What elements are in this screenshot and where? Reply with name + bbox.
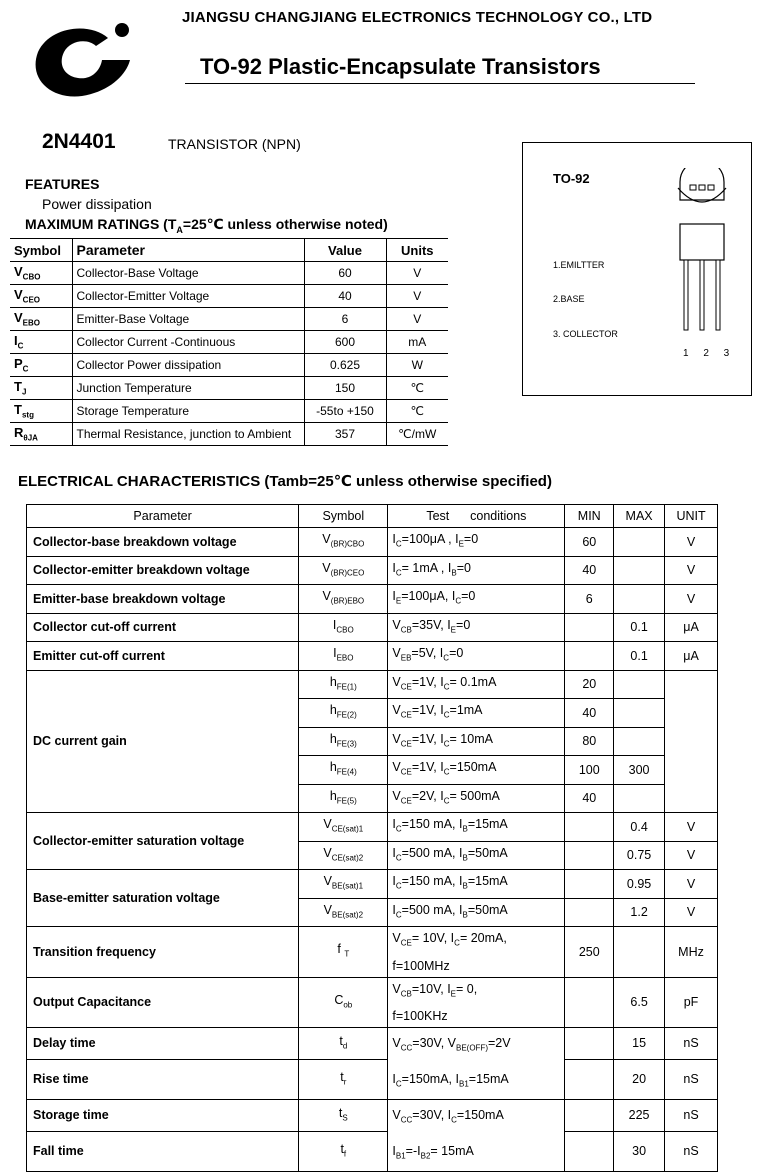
condition-cell: $I_C=150$ mA, $I_B=15mA$	[388, 870, 565, 899]
parameter-cell: Storage Temperature	[72, 400, 304, 423]
condition-cell: $V_{CE}=1V$, $I_C= 0.1mA$	[388, 670, 565, 699]
unit-cell: V	[386, 285, 448, 308]
min-cell	[565, 898, 614, 927]
value-cell: 0.625	[304, 354, 386, 377]
max-cell: 300	[614, 756, 665, 785]
max-cell: 6.5	[614, 977, 665, 1028]
condition-cell: $V_{CE}= 10V$, $I_C= 20mA$, f=100MHz	[388, 927, 565, 978]
table-row	[27, 977, 718, 1028]
parameter-cell: Emitter cut-off current	[27, 642, 299, 671]
min-cell	[565, 813, 614, 842]
max-cell	[614, 528, 665, 557]
parameter-cell: Collector Power dissipation	[72, 354, 304, 377]
unit-cell: V	[665, 898, 718, 927]
condition-cell: $V_{CC}=30V$, $I_C=150mA$ $I_{B1}=-I_{B2}= 15mA$	[388, 1100, 565, 1172]
max-cell: 1.2	[614, 898, 665, 927]
column-header: Units	[386, 239, 448, 262]
parameter-cell: Fall time	[27, 1131, 299, 1171]
parameter-cell: Collector-base breakdown voltage	[27, 528, 299, 557]
parameter-cell: Collector Current -Continuous	[72, 331, 304, 354]
symbol-cell: $T_{stg}$	[10, 400, 72, 423]
max-cell: 15	[614, 1028, 665, 1060]
max-cell	[614, 699, 665, 728]
parameter-cell: Collector-Emitter Voltage	[72, 285, 304, 308]
parameter-cell: Collector-emitter breakdown voltage	[27, 556, 299, 585]
max-ratings-heading: MAXIMUM RATINGS ($T_A=25℃$ unless otherwise noted)	[25, 216, 388, 235]
unit-cell: V	[665, 528, 718, 557]
unit-cell: nS	[665, 1100, 718, 1132]
table-row	[10, 423, 448, 446]
min-cell: 80	[565, 727, 614, 756]
max-cell: 0.4	[614, 813, 665, 842]
symbol-cell: $V_{CBO}$	[10, 262, 72, 285]
column-header: Value	[304, 239, 386, 262]
table-row	[27, 528, 718, 557]
symbol-cell: $h_{FE(3)}$	[299, 727, 388, 756]
min-cell	[565, 1131, 614, 1171]
min-cell: 40	[565, 699, 614, 728]
table-row	[27, 1131, 718, 1171]
company-name: JIANGSU CHANGJIANG ELECTRONICS TECHNOLOGY CO., LTD	[182, 9, 653, 26]
parameter-cell: Rise time	[27, 1059, 299, 1099]
parameter-cell: Transition frequency	[27, 927, 299, 978]
max-cell: 30	[614, 1131, 665, 1171]
min-cell	[565, 1100, 614, 1132]
symbol-cell: f $_T$	[299, 927, 388, 978]
unit-cell: nS	[665, 1131, 718, 1171]
max-cell: 0.75	[614, 841, 665, 870]
symbol-cell: $t_S$	[299, 1100, 388, 1132]
min-cell: 40	[565, 556, 614, 585]
table-row	[10, 377, 448, 400]
symbol-cell: $V_{EBO}$	[10, 308, 72, 331]
symbol-cell: $t_r$	[299, 1059, 388, 1099]
unit-cell: ℃	[386, 377, 448, 400]
table-row	[10, 331, 448, 354]
symbol-cell: $V_{CE(sat)2}$	[299, 841, 388, 870]
table-row	[27, 585, 718, 614]
feature-item: Power dissipation	[42, 196, 152, 212]
min-cell: 250	[565, 927, 614, 978]
subtitle-underline	[185, 83, 695, 84]
unit-cell: ℃/mW	[386, 423, 448, 446]
min-cell: 20	[565, 670, 614, 699]
symbol-cell: $h_{FE(5)}$	[299, 784, 388, 813]
unit-cell: V	[386, 308, 448, 331]
unit-cell: V	[665, 556, 718, 585]
symbol-cell: $V_{(BR)EBO}$	[299, 585, 388, 614]
table-header-row	[27, 505, 718, 528]
condition-cell: $I_E=100\mu A$, $I_C=0$	[388, 585, 565, 614]
symbol-cell: $V_{CE(sat)1}$	[299, 813, 388, 842]
unit-cell: V	[665, 813, 718, 842]
parameter-cell: Base-emitter saturation voltage	[27, 870, 299, 927]
table-row	[27, 870, 718, 899]
unit-cell: μA	[665, 613, 718, 642]
condition-cell: $I_C=500$ mA, $I_B=50mA$	[388, 898, 565, 927]
min-cell	[565, 642, 614, 671]
symbol-cell: $V_{CEO}$	[10, 285, 72, 308]
symbol-cell: $C_{ob}$	[299, 977, 388, 1028]
table-row	[27, 1100, 718, 1132]
table-row	[27, 613, 718, 642]
max-cell	[614, 784, 665, 813]
min-cell: 6	[565, 585, 614, 614]
min-cell	[565, 977, 614, 1028]
condition-cell: $I_C=150$ mA, $I_B=15mA$	[388, 813, 565, 842]
unit-cell: V	[665, 585, 718, 614]
condition-cell: $V_{CE}=1V$, $I_C=1mA$	[388, 699, 565, 728]
part-number: 2N4401	[42, 130, 116, 153]
max-cell: 20	[614, 1059, 665, 1099]
max-cell: 225	[614, 1100, 665, 1132]
condition-cell: $V_{CB}=10V$, $I_E= 0$, f=100KHz	[388, 977, 565, 1028]
unit-cell: V	[386, 262, 448, 285]
table-row	[10, 308, 448, 331]
part-type: TRANSISTOR (NPN)	[168, 136, 301, 152]
min-cell: 40	[565, 784, 614, 813]
table-row	[27, 556, 718, 585]
symbol-cell: $t_f$	[299, 1131, 388, 1171]
min-cell	[565, 841, 614, 870]
column-header: Parameter	[72, 239, 304, 262]
table-row	[10, 400, 448, 423]
document-subtitle: TO-92 Plastic-Encapsulate Transistors	[200, 54, 601, 79]
unit-cell: ℃	[386, 400, 448, 423]
table-row	[27, 670, 718, 699]
unit-cell: nS	[665, 1028, 718, 1060]
parameter-cell: Junction Temperature	[72, 377, 304, 400]
condition-cell: $V_{CB}=35V$, $I_E=0$	[388, 613, 565, 642]
table-row	[10, 354, 448, 377]
parameter-cell: Emitter-base breakdown voltage	[27, 585, 299, 614]
column-header: Symbol	[299, 505, 388, 528]
max-ratings-table	[10, 238, 448, 446]
table-row	[27, 813, 718, 842]
symbol-cell: $V_{(BR)CEO}$	[299, 556, 388, 585]
electrical-characteristics-heading: ELECTRICAL CHARACTERISTICS (Tamb=25℃ unless otherwise specified)	[18, 473, 552, 490]
min-cell: 100	[565, 756, 614, 785]
parameter-cell: Collector cut-off current	[27, 613, 299, 642]
unit-cell: V	[665, 870, 718, 899]
table-row	[10, 285, 448, 308]
table-row	[27, 642, 718, 671]
package-title: TO-92	[553, 171, 590, 186]
column-header: Test conditions	[388, 505, 565, 528]
unit-cell	[665, 670, 718, 813]
unit-cell: MHz	[665, 927, 718, 978]
table-row	[27, 927, 718, 978]
condition-cell: $V_{EB}=5V$, $I_C=0$	[388, 642, 565, 671]
parameter-cell: Storage time	[27, 1100, 299, 1132]
parameter-cell: Delay time	[27, 1028, 299, 1060]
max-cell: 0.1	[614, 613, 665, 642]
symbol-cell: $I_C$	[10, 331, 72, 354]
symbol-cell: $h_{FE(1)}$	[299, 670, 388, 699]
symbol-cell: $P_C$	[10, 354, 72, 377]
min-cell	[565, 613, 614, 642]
column-header: Symbol	[10, 239, 72, 262]
parameter-cell: DC current gain	[27, 670, 299, 813]
max-cell: 0.1	[614, 642, 665, 671]
column-header: MIN	[565, 505, 614, 528]
pin-label-1: 1.EMILTTER	[553, 260, 605, 270]
company-logo	[30, 20, 140, 100]
condition-cell: $V_{CC}=30V$, $V_{BE(OFF)}=2V$ $I_C=150mA$, $I_{B1}=15mA$	[388, 1028, 565, 1100]
table-row	[27, 1059, 718, 1099]
min-cell	[565, 870, 614, 899]
parameter-cell: Collector-Base Voltage	[72, 262, 304, 285]
value-cell: -55to +150	[304, 400, 386, 423]
condition-cell: $V_{CE}=1V$, $I_C=150mA$	[388, 756, 565, 785]
symbol-cell: $V_{BE(sat)2}$	[299, 898, 388, 927]
symbol-cell: $h_{FE(4)}$	[299, 756, 388, 785]
max-cell	[614, 670, 665, 699]
to92-package-drawing	[670, 168, 734, 336]
unit-cell: V	[665, 841, 718, 870]
value-cell: 357	[304, 423, 386, 446]
column-header: MAX	[614, 505, 665, 528]
condition-cell: $V_{CE}=1V$, $I_C= 10mA$	[388, 727, 565, 756]
condition-cell: $I_C= 1mA$ , $I_B=0$	[388, 556, 565, 585]
max-cell: 0.95	[614, 870, 665, 899]
symbol-cell: $t_d$	[299, 1028, 388, 1060]
electrical-characteristics-table	[26, 504, 718, 1172]
unit-cell: W	[386, 354, 448, 377]
min-cell	[565, 1028, 614, 1060]
table-header-row	[10, 239, 448, 262]
unit-cell: mA	[386, 331, 448, 354]
column-header: Parameter	[27, 505, 299, 528]
unit-cell: μA	[665, 642, 718, 671]
max-cell	[614, 556, 665, 585]
column-header: UNIT	[665, 505, 718, 528]
symbol-cell: $T_J$	[10, 377, 72, 400]
symbol-cell: $I_{CBO}$	[299, 613, 388, 642]
pin-label-3: 3. COLLECTOR	[553, 329, 618, 339]
parameter-cell: Emitter-Base Voltage	[72, 308, 304, 331]
value-cell: 60	[304, 262, 386, 285]
parameter-cell: Output Capacitance	[27, 977, 299, 1028]
value-cell: 600	[304, 331, 386, 354]
min-cell	[565, 1059, 614, 1099]
symbol-cell: $V_{BE(sat)1}$	[299, 870, 388, 899]
value-cell: 40	[304, 285, 386, 308]
pin-label-2: 2.BASE	[553, 294, 585, 304]
pin-numbers: 1 2 3	[683, 348, 736, 359]
value-cell: 150	[304, 377, 386, 400]
symbol-cell: $R_{\theta JA}$	[10, 423, 72, 446]
table-row	[27, 1028, 718, 1060]
max-cell	[614, 727, 665, 756]
unit-cell: pF	[665, 977, 718, 1028]
max-cell	[614, 927, 665, 978]
condition-cell: $V_{CE}=2V$, $I_C= 500mA$	[388, 784, 565, 813]
condition-cell: $I_C=100\mu A$ , $I_E=0$	[388, 528, 565, 557]
features-heading: FEATURES	[25, 176, 100, 192]
value-cell: 6	[304, 308, 386, 331]
symbol-cell: $h_{FE(2)}$	[299, 699, 388, 728]
min-cell: 60	[565, 528, 614, 557]
symbol-cell: $I_{EBO}$	[299, 642, 388, 671]
parameter-cell: Thermal Resistance, junction to Ambient	[72, 423, 304, 446]
unit-cell: nS	[665, 1059, 718, 1099]
max-cell	[614, 585, 665, 614]
table-row	[10, 262, 448, 285]
condition-cell: $I_C=500$ mA, $I_B=50mA$	[388, 841, 565, 870]
symbol-cell: $V_{(BR)CBO}$	[299, 528, 388, 557]
parameter-cell: Collector-emitter saturation voltage	[27, 813, 299, 870]
